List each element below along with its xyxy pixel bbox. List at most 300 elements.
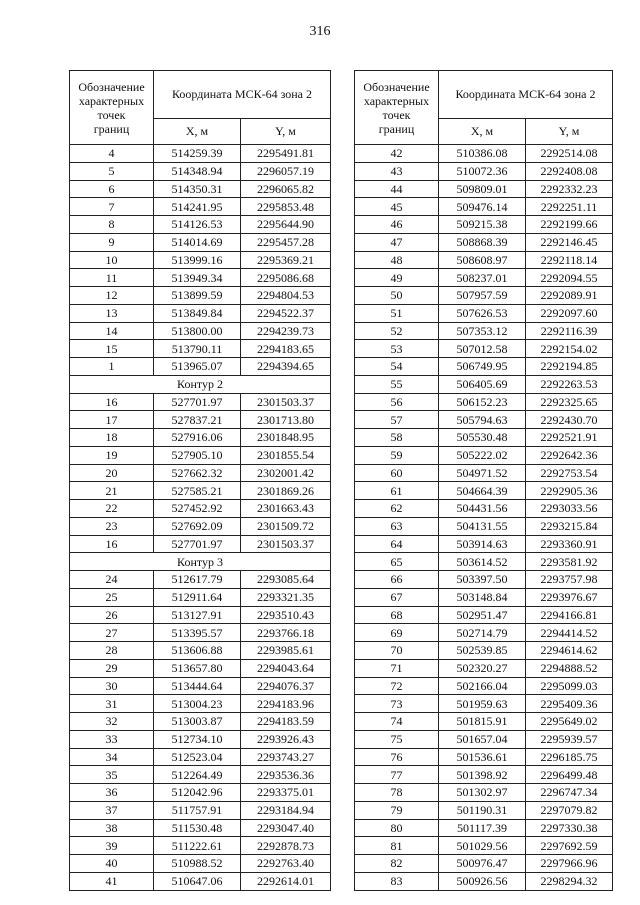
x-coordinate-cell: 501029.56: [439, 837, 526, 855]
point-number-cell: 28: [70, 642, 154, 660]
y-coordinate-cell: 2296185.75: [526, 748, 613, 766]
table-row: [355, 748, 613, 766]
point-number-cell: 18: [70, 429, 154, 447]
point-number-cell: 75: [355, 730, 439, 748]
table-row: [70, 801, 331, 819]
point-number-cell: 50: [355, 287, 439, 305]
table-row: [70, 855, 331, 873]
point-number-cell: 14: [70, 322, 154, 340]
y-coordinate-cell: 2294166.81: [526, 606, 613, 624]
point-number-cell: 10: [70, 251, 154, 269]
y-coordinate-cell: 2297966.96: [526, 855, 613, 873]
x-coordinate-cell: 500976.47: [439, 855, 526, 873]
y-coordinate-cell: 2294888.52: [526, 659, 613, 677]
point-number-cell: 74: [355, 713, 439, 731]
coord-system-header: Координата МСК-64 зона 2: [154, 71, 331, 119]
table-row: [70, 606, 331, 624]
table-row: [70, 145, 331, 163]
y-coordinate-cell: 2296499.48: [526, 766, 613, 784]
point-column-header: Обозначение характерных точек границ: [355, 71, 439, 145]
x-coordinate-cell: 512911.64: [154, 588, 241, 606]
point-number-cell: 63: [355, 517, 439, 535]
table-row: [355, 677, 613, 695]
table-row: [70, 322, 331, 340]
table-row: [355, 500, 613, 518]
table-row: [70, 837, 331, 855]
table-row: [355, 855, 613, 873]
point-number-cell: 5: [70, 162, 154, 180]
x-coordinate-cell: 504971.52: [439, 464, 526, 482]
y-coordinate-cell: 2294043.64: [241, 659, 331, 677]
point-number-cell: 77: [355, 766, 439, 784]
table-row: [355, 429, 613, 447]
x-coordinate-cell: 527916.06: [154, 429, 241, 447]
y-coordinate-cell: 2292116.39: [526, 322, 613, 340]
point-number-cell: 55: [355, 375, 439, 393]
table-row: [70, 180, 331, 198]
table-row: [355, 872, 613, 890]
y-coordinate-cell: 2293085.64: [241, 571, 331, 589]
point-number-cell: 78: [355, 784, 439, 802]
point-number-cell: 32: [70, 713, 154, 731]
y-coordinate-cell: 2295086.68: [241, 269, 331, 287]
y-coordinate-cell: 2295491.81: [241, 145, 331, 163]
point-column-header: Обозначение характерных точек границ: [70, 71, 154, 145]
table-row: [70, 588, 331, 606]
x-coordinate-cell: 506749.95: [439, 358, 526, 376]
x-coordinate-cell: 527662.32: [154, 464, 241, 482]
point-number-cell: 66: [355, 571, 439, 589]
point-number-cell: 35: [70, 766, 154, 784]
table-row: [70, 251, 331, 269]
x-coordinate-cell: 502714.79: [439, 624, 526, 642]
y-coordinate-cell: 2301713.80: [241, 411, 331, 429]
x-coordinate-cell: 504431.56: [439, 500, 526, 518]
y-coordinate-cell: 2295939.57: [526, 730, 613, 748]
y-coordinate-cell: 2292514.08: [526, 145, 613, 163]
x-coordinate-cell: 513965.07: [154, 358, 241, 376]
table-row: [70, 269, 331, 287]
y-coordinate-cell: 2292642.36: [526, 446, 613, 464]
y-coordinate-cell: 2292408.08: [526, 162, 613, 180]
point-number-cell: 42: [355, 145, 439, 163]
y-coordinate-cell: 2293047.40: [241, 819, 331, 837]
point-number-cell: 30: [70, 677, 154, 695]
x-coordinate-cell: 513800.00: [154, 322, 241, 340]
x-coordinate-cell: 513395.57: [154, 624, 241, 642]
x-coordinate-cell: 512264.49: [154, 766, 241, 784]
x-coordinate-cell: 527701.97: [154, 535, 241, 553]
y-coordinate-cell: 2292753.54: [526, 464, 613, 482]
table-row: [355, 713, 613, 731]
point-number-cell: 6: [70, 180, 154, 198]
y-coordinate-cell: 2292094.55: [526, 269, 613, 287]
contour-label: Контур 3: [70, 553, 331, 571]
coord-system-header: Координата МСК-64 зона 2: [439, 71, 613, 119]
y-coordinate-cell: 2294183.59: [241, 713, 331, 731]
point-number-cell: 61: [355, 482, 439, 500]
point-number-cell: 60: [355, 464, 439, 482]
y-coordinate-cell: 2294804.53: [241, 287, 331, 305]
point-number-cell: 37: [70, 801, 154, 819]
point-number-cell: 52: [355, 322, 439, 340]
table-row: [355, 624, 613, 642]
x-coordinate-cell: 507626.53: [439, 304, 526, 322]
y-column-header: Y, м: [526, 119, 613, 145]
x-coordinate-cell: 512734.10: [154, 730, 241, 748]
y-coordinate-cell: 2297079.82: [526, 801, 613, 819]
x-coordinate-cell: 508868.39: [439, 233, 526, 251]
contour-row: [70, 375, 331, 393]
y-coordinate-cell: 2295853.48: [241, 198, 331, 216]
y-coordinate-cell: 2292325.65: [526, 393, 613, 411]
x-coordinate-cell: 505222.02: [439, 446, 526, 464]
point-number-cell: 8: [70, 216, 154, 234]
x-coordinate-cell: 502166.04: [439, 677, 526, 695]
table-row: [70, 695, 331, 713]
table-row: [355, 517, 613, 535]
right-table-body: [355, 145, 613, 891]
x-coordinate-cell: 507012.58: [439, 340, 526, 358]
table-row: [70, 393, 331, 411]
y-coordinate-cell: 2293976.67: [526, 588, 613, 606]
y-coordinate-cell: 2294183.96: [241, 695, 331, 713]
point-number-cell: 68: [355, 606, 439, 624]
table-row: [70, 517, 331, 535]
table-row: [355, 251, 613, 269]
y-coordinate-cell: 2292263.53: [526, 375, 613, 393]
y-coordinate-cell: 2301855.54: [241, 446, 331, 464]
x-coordinate-cell: 514014.69: [154, 233, 241, 251]
table-row: [355, 180, 613, 198]
y-coordinate-cell: 2301503.37: [241, 535, 331, 553]
y-coordinate-cell: 2293215.84: [526, 517, 613, 535]
point-number-cell: 70: [355, 642, 439, 660]
point-number-cell: 56: [355, 393, 439, 411]
point-number-cell: 82: [355, 855, 439, 873]
point-number-cell: 45: [355, 198, 439, 216]
x-coordinate-cell: 512042.96: [154, 784, 241, 802]
table-row: [70, 677, 331, 695]
y-coordinate-cell: 2295369.21: [241, 251, 331, 269]
point-number-cell: 79: [355, 801, 439, 819]
point-number-cell: 54: [355, 358, 439, 376]
x-coordinate-cell: 513444.64: [154, 677, 241, 695]
point-number-cell: 58: [355, 429, 439, 447]
x-coordinate-cell: 527701.97: [154, 393, 241, 411]
table-row: [70, 659, 331, 677]
table-row: [355, 819, 613, 837]
x-coordinate-cell: 514348.94: [154, 162, 241, 180]
y-coordinate-cell: 2293757.98: [526, 571, 613, 589]
x-coordinate-cell: 513657.80: [154, 659, 241, 677]
x-coordinate-cell: 514259.39: [154, 145, 241, 163]
x-coordinate-cell: 505794.63: [439, 411, 526, 429]
x-coordinate-cell: 501959.63: [439, 695, 526, 713]
table-row: [355, 145, 613, 163]
x-coordinate-cell: 509476.14: [439, 198, 526, 216]
table-row: [70, 358, 331, 376]
table-row: [355, 233, 613, 251]
table-row: [70, 535, 331, 553]
y-coordinate-cell: 2295644.90: [241, 216, 331, 234]
table-row: [70, 464, 331, 482]
x-coordinate-cell: 500926.56: [439, 872, 526, 890]
point-number-cell: 23: [70, 517, 154, 535]
table-row: [70, 500, 331, 518]
x-coordinate-cell: 513606.88: [154, 642, 241, 660]
point-number-cell: 81: [355, 837, 439, 855]
y-coordinate-cell: 2292763.40: [241, 855, 331, 873]
point-number-cell: 33: [70, 730, 154, 748]
y-coordinate-cell: 2293766.18: [241, 624, 331, 642]
y-column-header: Y, м: [241, 119, 331, 145]
y-coordinate-cell: 2292089.91: [526, 287, 613, 305]
x-coordinate-cell: 510647.06: [154, 872, 241, 890]
y-coordinate-cell: 2297692.59: [526, 837, 613, 855]
y-coordinate-cell: 2294183.65: [241, 340, 331, 358]
point-number-cell: 46: [355, 216, 439, 234]
point-number-cell: 71: [355, 659, 439, 677]
x-coordinate-cell: 511530.48: [154, 819, 241, 837]
y-coordinate-cell: 2301503.37: [241, 393, 331, 411]
y-coordinate-cell: 2294614.62: [526, 642, 613, 660]
point-number-cell: 16: [70, 393, 154, 411]
y-coordinate-cell: 2293184.94: [241, 801, 331, 819]
table-row: [70, 571, 331, 589]
point-number-cell: 34: [70, 748, 154, 766]
point-number-cell: 57: [355, 411, 439, 429]
y-coordinate-cell: 2294394.65: [241, 358, 331, 376]
point-number-cell: 25: [70, 588, 154, 606]
y-coordinate-cell: 2294414.52: [526, 624, 613, 642]
x-coordinate-cell: 513004.23: [154, 695, 241, 713]
x-coordinate-cell: 501536.61: [439, 748, 526, 766]
point-number-cell: 59: [355, 446, 439, 464]
table-row: [70, 411, 331, 429]
x-coordinate-cell: 513127.91: [154, 606, 241, 624]
table-row: [70, 624, 331, 642]
point-number-cell: 40: [70, 855, 154, 873]
table-row: [355, 588, 613, 606]
y-coordinate-cell: 2298294.32: [526, 872, 613, 890]
y-coordinate-cell: 2292199.66: [526, 216, 613, 234]
y-coordinate-cell: 2295457.28: [241, 233, 331, 251]
x-column-header: X, м: [439, 119, 526, 145]
y-coordinate-cell: 2292146.45: [526, 233, 613, 251]
y-coordinate-cell: 2292905.36: [526, 482, 613, 500]
contour-label: Контур 2: [70, 375, 331, 393]
point-number-cell: 49: [355, 269, 439, 287]
table-row: [355, 358, 613, 376]
point-number-cell: 72: [355, 677, 439, 695]
x-coordinate-cell: 502320.27: [439, 659, 526, 677]
table-row: [355, 269, 613, 287]
y-coordinate-cell: 2301869.26: [241, 482, 331, 500]
x-coordinate-cell: 512523.04: [154, 748, 241, 766]
point-number-cell: 44: [355, 180, 439, 198]
table-row: [70, 233, 331, 251]
point-number-cell: 16: [70, 535, 154, 553]
table-row: [70, 748, 331, 766]
point-number-cell: 36: [70, 784, 154, 802]
point-number-cell: 47: [355, 233, 439, 251]
table-row: [355, 464, 613, 482]
table-row: [355, 482, 613, 500]
point-number-cell: 51: [355, 304, 439, 322]
point-number-cell: 27: [70, 624, 154, 642]
x-coordinate-cell: 514350.31: [154, 180, 241, 198]
x-coordinate-cell: 502539.85: [439, 642, 526, 660]
table-row: [355, 695, 613, 713]
table-row: [355, 571, 613, 589]
y-coordinate-cell: 2302001.42: [241, 464, 331, 482]
x-coordinate-cell: 507957.59: [439, 287, 526, 305]
y-coordinate-cell: 2301509.72: [241, 517, 331, 535]
point-number-cell: 80: [355, 819, 439, 837]
point-number-cell: 1: [70, 358, 154, 376]
point-number-cell: 24: [70, 571, 154, 589]
point-number-cell: 65: [355, 553, 439, 571]
point-number-cell: 7: [70, 198, 154, 216]
y-coordinate-cell: 2292251.11: [526, 198, 613, 216]
point-number-cell: 83: [355, 872, 439, 890]
point-number-cell: 41: [70, 872, 154, 890]
x-coordinate-cell: 527452.92: [154, 500, 241, 518]
left-table-body: [70, 145, 331, 891]
x-coordinate-cell: 513949.34: [154, 269, 241, 287]
coordinates-table-left: [69, 70, 331, 891]
x-coordinate-cell: 507353.12: [439, 322, 526, 340]
y-coordinate-cell: 2292614.01: [241, 872, 331, 890]
point-number-cell: 38: [70, 819, 154, 837]
table-row: [355, 216, 613, 234]
point-number-cell: 31: [70, 695, 154, 713]
y-coordinate-cell: 2293510.43: [241, 606, 331, 624]
x-coordinate-cell: 506152.23: [439, 393, 526, 411]
x-coordinate-cell: 511757.91: [154, 801, 241, 819]
y-coordinate-cell: 2293581.92: [526, 553, 613, 571]
table-row: [355, 287, 613, 305]
y-coordinate-cell: 2292332.23: [526, 180, 613, 198]
table-row: [355, 659, 613, 677]
y-coordinate-cell: 2301663.43: [241, 500, 331, 518]
x-coordinate-cell: 503914.63: [439, 535, 526, 553]
page-number: 316: [309, 24, 331, 39]
y-coordinate-cell: 2296057.19: [241, 162, 331, 180]
y-coordinate-cell: 2293743.27: [241, 748, 331, 766]
point-number-cell: 20: [70, 464, 154, 482]
point-number-cell: 76: [355, 748, 439, 766]
y-coordinate-cell: 2296747.34: [526, 784, 613, 802]
x-coordinate-cell: 503397.50: [439, 571, 526, 589]
y-coordinate-cell: 2292118.14: [526, 251, 613, 269]
x-coordinate-cell: 510072.36: [439, 162, 526, 180]
y-coordinate-cell: 2292878.73: [241, 837, 331, 855]
x-column-header: X, м: [154, 119, 241, 145]
table-row: [355, 801, 613, 819]
point-number-cell: 19: [70, 446, 154, 464]
point-number-cell: 15: [70, 340, 154, 358]
table-row: [355, 553, 613, 571]
y-coordinate-cell: 2293321.35: [241, 588, 331, 606]
table-row: [70, 784, 331, 802]
point-number-cell: 12: [70, 287, 154, 305]
y-coordinate-cell: 2296065.82: [241, 180, 331, 198]
table-row: [355, 375, 613, 393]
x-coordinate-cell: 514126.53: [154, 216, 241, 234]
table-row: [70, 766, 331, 784]
y-coordinate-cell: 2295649.02: [526, 713, 613, 731]
x-coordinate-cell: 513790.11: [154, 340, 241, 358]
x-coordinate-cell: 508608.97: [439, 251, 526, 269]
table-row: [355, 784, 613, 802]
x-coordinate-cell: 513003.87: [154, 713, 241, 731]
table-row: [355, 393, 613, 411]
table-row: [355, 340, 613, 358]
point-number-cell: 69: [355, 624, 439, 642]
table-row: [70, 713, 331, 731]
table-row: [355, 730, 613, 748]
coordinates-table-right: [354, 70, 613, 891]
x-coordinate-cell: 527837.21: [154, 411, 241, 429]
point-number-cell: 73: [355, 695, 439, 713]
x-coordinate-cell: 510988.52: [154, 855, 241, 873]
x-coordinate-cell: 501657.04: [439, 730, 526, 748]
x-coordinate-cell: 504131.55: [439, 517, 526, 535]
x-coordinate-cell: 503148.84: [439, 588, 526, 606]
table-row: [70, 304, 331, 322]
point-number-cell: 4: [70, 145, 154, 163]
y-coordinate-cell: 2293375.01: [241, 784, 331, 802]
table-row: [70, 446, 331, 464]
x-coordinate-cell: 513849.84: [154, 304, 241, 322]
x-coordinate-cell: 505530.48: [439, 429, 526, 447]
y-coordinate-cell: 2294076.37: [241, 677, 331, 695]
point-number-cell: 17: [70, 411, 154, 429]
point-number-cell: 43: [355, 162, 439, 180]
y-coordinate-cell: 2295409.36: [526, 695, 613, 713]
x-coordinate-cell: 509215.38: [439, 216, 526, 234]
x-coordinate-cell: 527585.21: [154, 482, 241, 500]
y-coordinate-cell: 2297330.38: [526, 819, 613, 837]
point-number-cell: 9: [70, 233, 154, 251]
table-row: [355, 535, 613, 553]
y-coordinate-cell: 2293360.91: [526, 535, 613, 553]
table-row: [70, 429, 331, 447]
y-coordinate-cell: 2292430.70: [526, 411, 613, 429]
x-coordinate-cell: 512617.79: [154, 571, 241, 589]
x-coordinate-cell: 527905.10: [154, 446, 241, 464]
y-coordinate-cell: 2293033.56: [526, 500, 613, 518]
contour-row: [70, 553, 331, 571]
point-number-cell: 26: [70, 606, 154, 624]
table-row: [355, 162, 613, 180]
table-row: [355, 766, 613, 784]
point-number-cell: 11: [70, 269, 154, 287]
table-row: [70, 730, 331, 748]
table-row: [70, 287, 331, 305]
x-coordinate-cell: 504664.39: [439, 482, 526, 500]
table-row: [355, 198, 613, 216]
y-coordinate-cell: 2293926.43: [241, 730, 331, 748]
point-number-cell: 29: [70, 659, 154, 677]
table-row: [355, 446, 613, 464]
y-coordinate-cell: 2292097.60: [526, 304, 613, 322]
y-coordinate-cell: 2295099.03: [526, 677, 613, 695]
y-coordinate-cell: 2294522.37: [241, 304, 331, 322]
table-row: [355, 642, 613, 660]
